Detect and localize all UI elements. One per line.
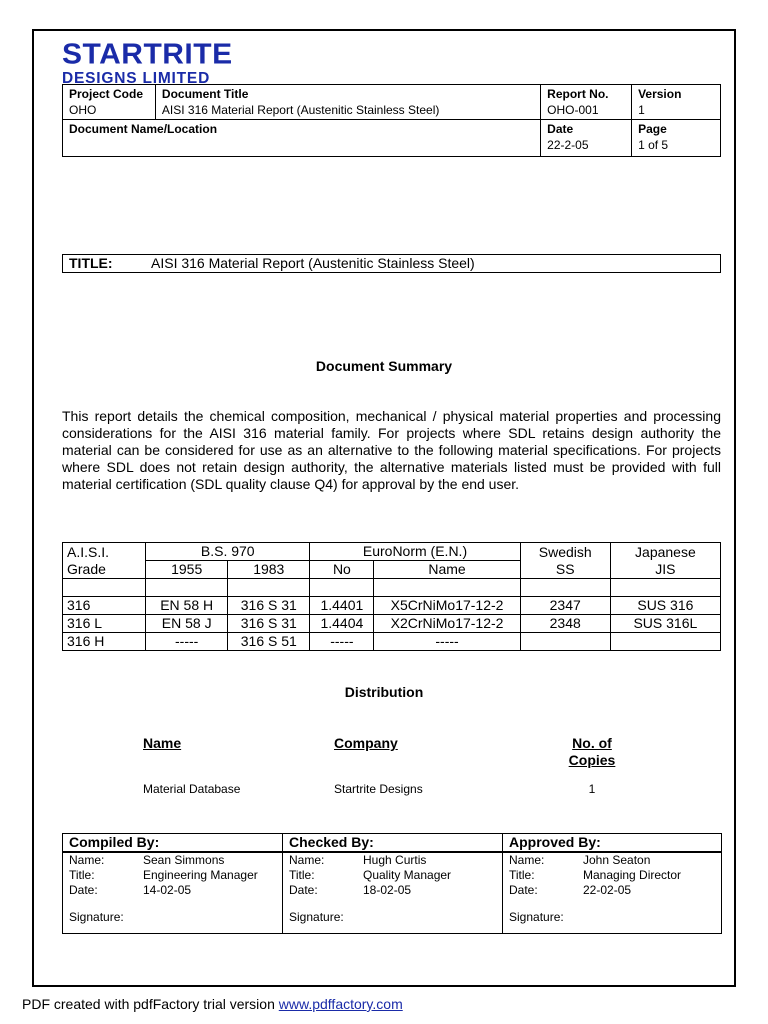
- report-no-label: Report No.: [547, 87, 609, 101]
- cell-aisi: 316 L: [63, 615, 146, 633]
- title-label: TITLE:: [69, 255, 113, 271]
- signature-label: Signature:: [289, 910, 344, 924]
- compiled-by-block: [63, 852, 283, 934]
- version-value: 1: [638, 103, 645, 117]
- name-label: Name:: [69, 853, 105, 867]
- report-no-value: OHO-001: [547, 103, 599, 117]
- document-header-table: [62, 84, 721, 157]
- cell-en-name: X2CrNiMo17-12-2: [374, 615, 520, 633]
- spacer-row: [63, 579, 721, 597]
- checked-name: Hugh Curtis: [363, 853, 427, 867]
- date-value: 22-2-05: [547, 138, 589, 152]
- cell-jis: SUS 316: [610, 597, 720, 615]
- header-en-no: No: [310, 561, 374, 579]
- compiled-date: 14-02-05: [143, 883, 192, 897]
- approved-by-heading: Approved By:: [503, 834, 722, 853]
- document-name-cell: [63, 120, 541, 157]
- page-cell: [632, 120, 721, 157]
- title-label: Title:: [289, 868, 315, 882]
- logo-line-1: STARTRITE: [62, 38, 233, 71]
- project-code-label: Project Code: [69, 87, 144, 101]
- date-label: Date: [547, 122, 574, 136]
- cell-bs1955: EN 58 H: [146, 597, 228, 615]
- header-en-name: Name: [374, 561, 520, 579]
- document-title-cell: [155, 85, 540, 120]
- cell-ss: 2348: [520, 615, 610, 633]
- date-label: Date:: [69, 883, 98, 897]
- signature-label: Signature:: [69, 910, 124, 924]
- checked-by-heading: Checked By:: [283, 834, 503, 853]
- name-label: Name:: [509, 853, 545, 867]
- date-cell: [541, 120, 632, 157]
- header-swedish: [520, 543, 610, 579]
- header-japanese-line1: Japanese: [635, 543, 696, 560]
- cell-en-no: -----: [310, 633, 374, 651]
- project-code-cell: [63, 85, 156, 120]
- header-japanese: [610, 543, 720, 579]
- version-cell: [632, 85, 721, 120]
- version-label: Version: [638, 87, 682, 101]
- table-row: [63, 633, 721, 651]
- header-swedish-line1: Swedish: [538, 543, 592, 560]
- pdffactory-link[interactable]: www.pdffactory.com: [278, 996, 403, 1012]
- distribution-company-value: Startrite Designs: [334, 782, 423, 796]
- date-label: Date:: [509, 883, 538, 897]
- checked-date: 18-02-05: [363, 883, 412, 897]
- title-bar: [62, 254, 721, 273]
- cell-jis: SUS 316L: [610, 615, 720, 633]
- distribution-heading: Distribution: [344, 684, 424, 700]
- document-title-label: Document Title: [161, 87, 249, 101]
- header-bs-1955: 1955: [146, 561, 228, 579]
- cell-bs1955: EN 58 J: [146, 615, 228, 633]
- cell-aisi: 316: [63, 597, 146, 615]
- header-aisi: [63, 543, 146, 579]
- checked-by-block: [283, 852, 503, 934]
- summary-heading: Document Summary: [315, 358, 453, 374]
- approved-title: Managing Director: [583, 868, 682, 882]
- page-label: Page: [638, 122, 667, 136]
- page-value: 1 of 5: [638, 138, 669, 152]
- title-value: AISI 316 Material Report (Austenitic Stainless Steel): [151, 255, 475, 271]
- cell-ss: 2347: [520, 597, 610, 615]
- header-swedish-line2: SS: [555, 560, 575, 577]
- report-no-cell: [541, 85, 632, 120]
- signature-label: Signature:: [509, 910, 564, 924]
- cell-en-no: 1.4401: [310, 597, 374, 615]
- header-euronorm: EuroNorm (E.N.): [310, 543, 520, 561]
- cell-en-no: 1.4404: [310, 615, 374, 633]
- distribution-name-value: Material Database: [143, 782, 241, 796]
- document-title-value: AISI 316 Material Report (Austenitic Stainless Steel): [161, 103, 440, 117]
- header-bs-1983: 1983: [228, 561, 310, 579]
- copies-header-line2: Copies: [568, 752, 616, 768]
- approved-by-block: [503, 852, 722, 934]
- table-row: [63, 615, 721, 633]
- compiled-title: Engineering Manager: [143, 868, 258, 882]
- company-logo: [62, 40, 233, 87]
- cell-en-name: -----: [374, 633, 520, 651]
- header-aisi-line1: A.I.S.I.: [67, 543, 110, 560]
- signoff-table: [62, 833, 722, 934]
- project-code-value: OHO: [69, 103, 97, 117]
- title-label: Title:: [69, 868, 95, 882]
- cell-bs1983: 316 S 31: [228, 615, 310, 633]
- compiled-name: Sean Simmons: [143, 853, 225, 867]
- logo-line-2: DESIGNS LIMITED: [62, 70, 211, 87]
- distribution-company-header: Company: [334, 735, 398, 751]
- date-label: Date:: [289, 883, 318, 897]
- header-aisi-line2: Grade: [67, 560, 106, 577]
- cell-aisi: 316 H: [63, 633, 146, 651]
- distribution-copies-value: 1: [588, 782, 596, 796]
- material-grades-table: [62, 542, 721, 651]
- pdf-footer: [22, 996, 403, 1012]
- cell-jis: [610, 633, 720, 651]
- title-label: Title:: [509, 868, 535, 882]
- approved-name: John Seaton: [583, 853, 651, 867]
- cell-bs1955: -----: [146, 633, 228, 651]
- header-bs970: B.S. 970: [146, 543, 310, 561]
- cell-bs1983: 316 S 31: [228, 597, 310, 615]
- table-row: [63, 597, 721, 615]
- document-name-label: Document Name/Location: [69, 122, 218, 136]
- distribution-name-header: Name: [143, 735, 182, 751]
- name-label: Name:: [289, 853, 325, 867]
- summary-text: This report details the chemical composition, mechanical / physical material properties and processing considerations for the AISI 316 material family. For projects where SDL retains design authority the material can be considered for use as an alternative to the following material specifications. For projects where SDL does not retain design authority, the alternative materials listed must be provided with full material certification (SDL quality clause Q4) for approval by the end user.: [62, 408, 721, 492]
- copies-header-line1: No. of: [572, 735, 612, 751]
- checked-title: Quality Manager: [363, 868, 452, 882]
- compiled-by-heading: Compiled By:: [63, 834, 283, 853]
- footer-text: PDF created with pdfFactory trial version: [22, 996, 279, 1012]
- cell-en-name: X5CrNiMo17-12-2: [374, 597, 520, 615]
- distribution-copies-header: [552, 735, 632, 769]
- approved-date: 22-02-05: [583, 883, 632, 897]
- header-japanese-line2: JIS: [655, 560, 676, 577]
- cell-ss: [520, 633, 610, 651]
- cell-bs1983: 316 S 51: [228, 633, 310, 651]
